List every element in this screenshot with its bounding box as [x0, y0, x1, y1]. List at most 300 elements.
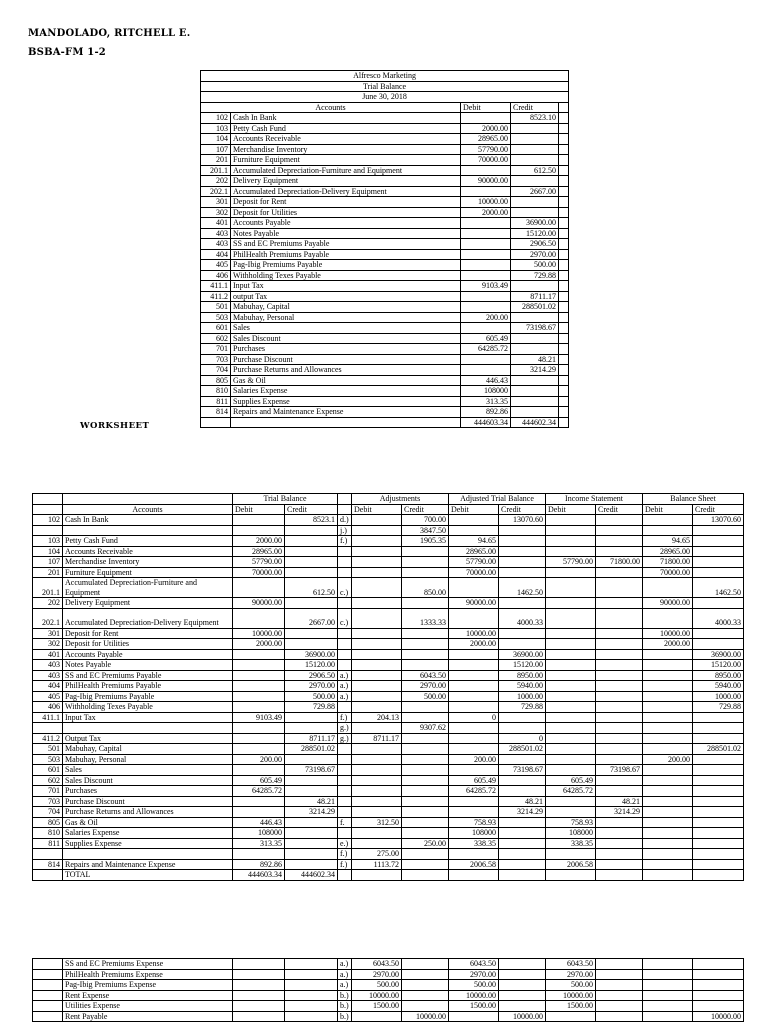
ws-is-debit: 338.35 — [546, 838, 596, 849]
tb-account-number: 302 — [201, 207, 231, 218]
ws-adj-credit — [402, 744, 449, 755]
ws-atb-credit — [499, 849, 546, 860]
ws-bs-debit: 200.00 — [643, 754, 693, 765]
ws-bs-credit — [693, 859, 744, 870]
ws-atb-credit: 8950.00 — [499, 670, 546, 681]
ws-account-number: 805 — [33, 817, 63, 828]
ws-atb-credit — [499, 990, 546, 1001]
ws-adjusted-tb-header: Adjusted Trial Balance — [449, 494, 546, 505]
ws-atb-credit — [499, 859, 546, 870]
ws-is-debit — [546, 849, 596, 860]
tb-spacer-cell — [559, 155, 569, 166]
tb-title-row — [201, 71, 569, 82]
ws-account-name — [63, 525, 233, 536]
ws-adjustment-ref — [338, 807, 352, 818]
tb-account-name: SS and EC Premiums Payable — [231, 239, 461, 250]
ws-tb-debit — [233, 969, 285, 980]
ws-tb-credit: 612.50 — [285, 578, 338, 598]
ws-tb-debit — [233, 649, 285, 660]
ws-is-debit — [546, 754, 596, 765]
tb-account-name: Purchase Returns and Allowances — [231, 365, 461, 376]
tb-account-number: 201.1 — [201, 165, 231, 176]
tb-credit-value — [511, 155, 559, 166]
ws-atb-debit — [449, 1011, 499, 1022]
tb-account-number: 201 — [201, 155, 231, 166]
tb-credit-value: 288501.02 — [511, 302, 559, 313]
ws-account-name: Furniture Equipment — [63, 567, 233, 578]
ws-is-debit: 605.49 — [546, 775, 596, 786]
ws-bs-credit: 10000.00 — [693, 1011, 744, 1022]
ws-is-credit — [596, 681, 643, 692]
ws-bs-debit — [643, 775, 693, 786]
ws-adjustment-ref: f.) — [338, 712, 352, 723]
ws-account-number: 810 — [33, 828, 63, 839]
tb-credit-value — [511, 144, 559, 155]
tb-spacer-cell — [559, 218, 569, 229]
ws-adj-debit — [352, 536, 402, 547]
tb-debit-value: 892.86 — [461, 407, 511, 418]
ws-adj-credit — [402, 765, 449, 776]
ws-is-credit — [596, 733, 643, 744]
ws-is-credit — [596, 959, 643, 970]
tb-account-number: 503 — [201, 312, 231, 323]
ws-bs-debit — [643, 649, 693, 660]
ws-account-number: 405 — [33, 691, 63, 702]
ws-tb-credit: 36900.00 — [285, 649, 338, 660]
tb-account-number: 107 — [201, 144, 231, 155]
ws-is-credit — [596, 969, 643, 980]
ws-tb-debit: 892.86 — [233, 859, 285, 870]
ws-tb-debit: 444603.34 — [233, 870, 285, 881]
ws-adj-credit — [402, 628, 449, 639]
ws-is-debit — [546, 712, 596, 723]
ws-tb-debit — [233, 702, 285, 713]
ws-tb-debit — [233, 849, 285, 860]
tb-title-row — [201, 92, 569, 103]
ws-tb-debit — [233, 807, 285, 818]
tb-account-number: 403 — [201, 228, 231, 239]
ws-credit-header: Credit — [402, 504, 449, 515]
ws-account-number: 202.1 — [33, 608, 63, 628]
ws-atb-credit — [499, 870, 546, 881]
ws-bs-debit — [643, 1011, 693, 1022]
ws-row — [33, 702, 744, 713]
ws-is-credit — [596, 536, 643, 547]
ws-bs-credit — [693, 786, 744, 797]
ws-adjustment-ref: c.) — [338, 608, 352, 628]
tb-debit-value — [461, 260, 511, 271]
tb-debit-value — [461, 365, 511, 376]
ws-atb-credit: 10000.00 — [499, 1011, 546, 1022]
ws-adj-debit — [352, 775, 402, 786]
ws-account-name: Accounts Payable — [63, 649, 233, 660]
ws-tb-debit: 28965.00 — [233, 546, 285, 557]
ws-tb-credit — [285, 969, 338, 980]
ws-cell — [33, 494, 63, 505]
tb-spacer-cell — [559, 291, 569, 302]
ws-atb-credit — [499, 628, 546, 639]
ws-extra-row — [33, 959, 744, 970]
tb-debit-value: 64285.72 — [461, 344, 511, 355]
ws-bs-credit — [693, 838, 744, 849]
ws-atb-credit: 13070.60 — [499, 515, 546, 526]
tb-credit-value: 2970.00 — [511, 249, 559, 260]
ws-is-credit — [596, 859, 643, 870]
ws-atb-credit — [499, 817, 546, 828]
ws-adjustment-ref — [338, 796, 352, 807]
ws-row — [33, 817, 744, 828]
tb-debit-value: 108000 — [461, 386, 511, 397]
ws-atb-debit — [449, 733, 499, 744]
tb-account-name: Pag-Ibig Premiums Payable — [231, 260, 461, 271]
ws-atb-credit: 288501.02 — [499, 744, 546, 755]
ws-adj-credit — [402, 660, 449, 671]
tb-row — [201, 291, 569, 302]
tb-credit-header: Credit — [511, 102, 559, 113]
ws-account-number: 201.1 — [33, 578, 63, 598]
ws-row — [33, 567, 744, 578]
tb-account-name: Notes Payable — [231, 228, 461, 239]
tb-row — [201, 260, 569, 271]
tb-account-name: Cash In Bank — [231, 113, 461, 124]
ws-bs-credit — [693, 959, 744, 970]
tb-spacer-cell — [559, 281, 569, 292]
tb-spacer-cell — [559, 333, 569, 344]
ws-row — [33, 525, 744, 536]
tb-totals-row — [201, 417, 569, 428]
tb-debit-value — [461, 302, 511, 313]
ws-bs-credit — [693, 546, 744, 557]
ws-is-debit — [546, 649, 596, 660]
ws-account-number — [33, 723, 63, 734]
tb-row — [201, 186, 569, 197]
ws-tb-credit — [285, 712, 338, 723]
ws-adj-debit — [352, 660, 402, 671]
ws-adjustment-ref — [338, 786, 352, 797]
ws-atb-debit: 0 — [449, 712, 499, 723]
tb-credit-value: 15120.00 — [511, 228, 559, 239]
tb-debit-value — [461, 270, 511, 281]
ws-atb-debit: 10000.00 — [449, 628, 499, 639]
ws-bs-debit — [643, 578, 693, 598]
ws-account-number: 201 — [33, 567, 63, 578]
ws-account-number: 301 — [33, 628, 63, 639]
ws-adj-debit — [352, 639, 402, 650]
ws-tb-credit — [285, 628, 338, 639]
ws-adj-debit — [352, 870, 402, 881]
ws-atb-debit — [449, 796, 499, 807]
tb-row — [201, 407, 569, 418]
ws-bs-debit — [643, 849, 693, 860]
ws-bs-credit — [693, 598, 744, 609]
ws-atb-debit: 2006.58 — [449, 859, 499, 870]
ws-adj-debit — [352, 525, 402, 536]
ws-adj-debit — [352, 578, 402, 598]
ws-row — [33, 870, 744, 881]
tb-spacer-cell — [559, 386, 569, 397]
tb-row — [201, 249, 569, 260]
ws-atb-debit — [449, 525, 499, 536]
ws-row — [33, 712, 744, 723]
ws-tb-debit — [233, 723, 285, 734]
tb-account-number: 814 — [201, 407, 231, 418]
ws-bs-debit: 2000.00 — [643, 639, 693, 650]
ws-atb-credit — [499, 525, 546, 536]
ws-sub-header-row — [33, 504, 744, 515]
ws-bs-debit — [643, 681, 693, 692]
ws-is-debit: 2006.58 — [546, 859, 596, 870]
ws-account-number: 701 — [33, 786, 63, 797]
ws-atb-debit: 605.49 — [449, 775, 499, 786]
ws-atb-credit: 73198.67 — [499, 765, 546, 776]
ws-adjustment-ref — [338, 628, 352, 639]
tb-row — [201, 396, 569, 407]
tb-credit-value: 3214.29 — [511, 365, 559, 376]
ws-tb-credit: 444602.34 — [285, 870, 338, 881]
tb-account-name: Repairs and Maintenance Expense — [231, 407, 461, 418]
ws-adjustment-ref: f.) — [338, 849, 352, 860]
tb-spacer-cell — [559, 144, 569, 155]
ws-is-credit — [596, 990, 643, 1001]
tb-account-number: 601 — [201, 323, 231, 334]
ws-atb-debit — [449, 691, 499, 702]
ws-adjustment-ref: e.) — [338, 838, 352, 849]
ws-bs-debit: 28965.00 — [643, 546, 693, 557]
course-section: BSBA-FM 1-2 — [28, 47, 106, 58]
ws-account-name: Utilities Expense — [63, 1001, 233, 1012]
ws-tb-debit — [233, 670, 285, 681]
tb-credit-value — [511, 333, 559, 344]
ws-bs-credit: 729.88 — [693, 702, 744, 713]
ws-atb-debit: 758.93 — [449, 817, 499, 828]
ws-tb-debit — [233, 681, 285, 692]
ws-adjustments-header: Adjustments — [352, 494, 449, 505]
ws-row — [33, 807, 744, 818]
tb-cell — [201, 417, 231, 428]
ws-adj-debit — [352, 723, 402, 734]
ws-row — [33, 786, 744, 797]
ws-atb-credit: 5940.00 — [499, 681, 546, 692]
tb-account-number: 202.1 — [201, 186, 231, 197]
ws-adj-debit — [352, 649, 402, 660]
ws-tb-debit — [233, 608, 285, 628]
tb-row — [201, 165, 569, 176]
ws-is-credit — [596, 639, 643, 650]
ws-tb-debit — [233, 980, 285, 991]
tb-account-name: Merchandise Inventory — [231, 144, 461, 155]
ws-is-debit — [546, 702, 596, 713]
ws-debit-header: Debit — [546, 504, 596, 515]
ws-atb-debit — [449, 723, 499, 734]
ws-tb-credit — [285, 557, 338, 568]
ws-account-number: 411.1 — [33, 712, 63, 723]
tb-spacer-cell — [559, 396, 569, 407]
ws-cell — [33, 504, 63, 515]
ws-bs-credit — [693, 733, 744, 744]
tb-row — [201, 218, 569, 229]
tb-account-number: 102 — [201, 113, 231, 124]
ws-bs-credit — [693, 712, 744, 723]
tb-account-name: Input Tax — [231, 281, 461, 292]
tb-account-number: 704 — [201, 365, 231, 376]
ws-account-name: Purchases — [63, 786, 233, 797]
tb-spacer-cell — [559, 365, 569, 376]
tb-account-name: Sales Discount — [231, 333, 461, 344]
ws-adj-credit: 9307.62 — [402, 723, 449, 734]
ws-bs-debit — [643, 670, 693, 681]
tb-credit-value — [511, 407, 559, 418]
tb-debit-value: 70000.00 — [461, 155, 511, 166]
tb-account-name: Deposit for Utilities — [231, 207, 461, 218]
tb-debit-value — [461, 239, 511, 250]
tb-debit-value — [461, 113, 511, 124]
ws-atb-credit — [499, 959, 546, 970]
ws-tb-credit: 2906.50 — [285, 670, 338, 681]
ws-is-debit — [546, 639, 596, 650]
ws-is-debit — [546, 670, 596, 681]
ws-adj-credit — [402, 849, 449, 860]
ws-bs-debit — [643, 702, 693, 713]
ws-bs-credit: 15120.00 — [693, 660, 744, 671]
ws-adj-credit — [402, 990, 449, 1001]
tb-row — [201, 323, 569, 334]
ws-bs-credit: 8950.00 — [693, 670, 744, 681]
ws-atb-credit: 15120.00 — [499, 660, 546, 671]
ws-adj-credit — [402, 775, 449, 786]
ws-is-credit — [596, 870, 643, 881]
ws-bs-debit — [643, 691, 693, 702]
ws-tb-credit — [285, 859, 338, 870]
ws-atb-credit: 0 — [499, 733, 546, 744]
ws-adj-debit: 8711.17 — [352, 733, 402, 744]
ws-tb-debit: 108000 — [233, 828, 285, 839]
ws-account-name — [63, 849, 233, 860]
tb-spacer-cell — [559, 407, 569, 418]
tb-account-name: Supplies Expense — [231, 396, 461, 407]
tb-credit-value: 500.00 — [511, 260, 559, 271]
tb-account-name: Mabuhay, Personal — [231, 312, 461, 323]
ws-row — [33, 754, 744, 765]
ws-account-number — [33, 1011, 63, 1022]
ws-adj-credit — [402, 828, 449, 839]
ws-atb-credit — [499, 969, 546, 980]
ws-bs-credit — [693, 990, 744, 1001]
tb-row — [201, 134, 569, 145]
ws-tb-debit: 70000.00 — [233, 567, 285, 578]
tb-debit-value: 10000.00 — [461, 197, 511, 208]
ws-debit-header: Debit — [352, 504, 402, 515]
ws-is-credit — [596, 578, 643, 598]
ws-account-name: PhilHealth Premiums Expense — [63, 969, 233, 980]
ws-is-debit: 758.93 — [546, 817, 596, 828]
tb-debit-value: 446.43 — [461, 375, 511, 386]
ws-adjustment-ref — [338, 639, 352, 650]
ws-account-number — [33, 969, 63, 980]
ws-atb-debit — [449, 578, 499, 598]
tb-credit-value — [511, 134, 559, 145]
ws-bs-credit: 1462.50 — [693, 578, 744, 598]
tb-credit-value: 48.21 — [511, 354, 559, 365]
ws-tb-credit: 3214.29 — [285, 807, 338, 818]
ws-account-name: Accumulated Depreciation-Furniture and Equipment — [63, 578, 233, 598]
tb-account-number: 301 — [201, 197, 231, 208]
ws-row — [33, 681, 744, 692]
ws-cell — [338, 504, 352, 515]
ws-is-credit — [596, 598, 643, 609]
ws-adj-debit — [352, 786, 402, 797]
ws-cell — [338, 494, 352, 505]
ws-bs-credit — [693, 639, 744, 650]
ws-atb-debit: 338.35 — [449, 838, 499, 849]
tb-column-header-row — [201, 102, 569, 113]
ws-bs-debit — [643, 786, 693, 797]
ws-tb-credit — [285, 598, 338, 609]
tb-spacer-cell — [559, 239, 569, 250]
ws-atb-debit — [449, 660, 499, 671]
ws-row — [33, 765, 744, 776]
ws-bs-credit — [693, 796, 744, 807]
ws-adj-credit — [402, 754, 449, 765]
ws-bs-credit — [693, 754, 744, 765]
ws-is-debit — [546, 598, 596, 609]
ws-atb-debit — [449, 807, 499, 818]
ws-tb-credit — [285, 525, 338, 536]
ws-adj-debit: 1113.72 — [352, 859, 402, 870]
ws-atb-debit — [449, 765, 499, 776]
worksheet-table — [32, 493, 744, 881]
ws-is-credit — [596, 660, 643, 671]
tb-row — [201, 365, 569, 376]
ws-atb-debit: 10000.00 — [449, 990, 499, 1001]
tb-credit-value: 612.50 — [511, 165, 559, 176]
ws-bs-debit — [643, 608, 693, 628]
tb-debit-value — [461, 218, 511, 229]
ws-atb-debit: 6043.50 — [449, 959, 499, 970]
ws-tb-credit — [285, 828, 338, 839]
ws-adj-debit: 275.00 — [352, 849, 402, 860]
tb-credit-value — [511, 176, 559, 187]
student-name: MANDOLADO, RITCHELL E. — [28, 28, 191, 39]
ws-adj-credit: 10000.00 — [402, 1011, 449, 1022]
ws-tb-credit — [285, 1011, 338, 1022]
ws-atb-credit — [499, 754, 546, 765]
tb-debit-value: 2000.00 — [461, 207, 511, 218]
ws-row — [33, 744, 744, 755]
ws-is-credit — [596, 546, 643, 557]
ws-tb-debit: 64285.72 — [233, 786, 285, 797]
ws-atb-credit — [499, 536, 546, 547]
tb-credit-value — [511, 344, 559, 355]
ws-bs-debit — [643, 712, 693, 723]
ws-account-number — [33, 990, 63, 1001]
ws-bs-debit: 10000.00 — [643, 628, 693, 639]
tb-credit-value: 2906.50 — [511, 239, 559, 250]
ws-row — [33, 546, 744, 557]
ws-adjustment-ref — [338, 598, 352, 609]
ws-tb-debit — [233, 744, 285, 755]
ws-is-debit — [546, 733, 596, 744]
tb-report-date: June 30, 2018 — [201, 92, 569, 103]
ws-tb-credit — [285, 990, 338, 1001]
ws-adj-credit: 6043.50 — [402, 670, 449, 681]
ws-tb-debit: 10000.00 — [233, 628, 285, 639]
tb-debit-value: 90000.00 — [461, 176, 511, 187]
ws-debit-header: Debit — [449, 504, 499, 515]
ws-adjustment-ref: b.) — [338, 1001, 352, 1012]
ws-tb-debit: 9103.49 — [233, 712, 285, 723]
tb-row — [201, 113, 569, 124]
ws-is-debit — [546, 870, 596, 881]
